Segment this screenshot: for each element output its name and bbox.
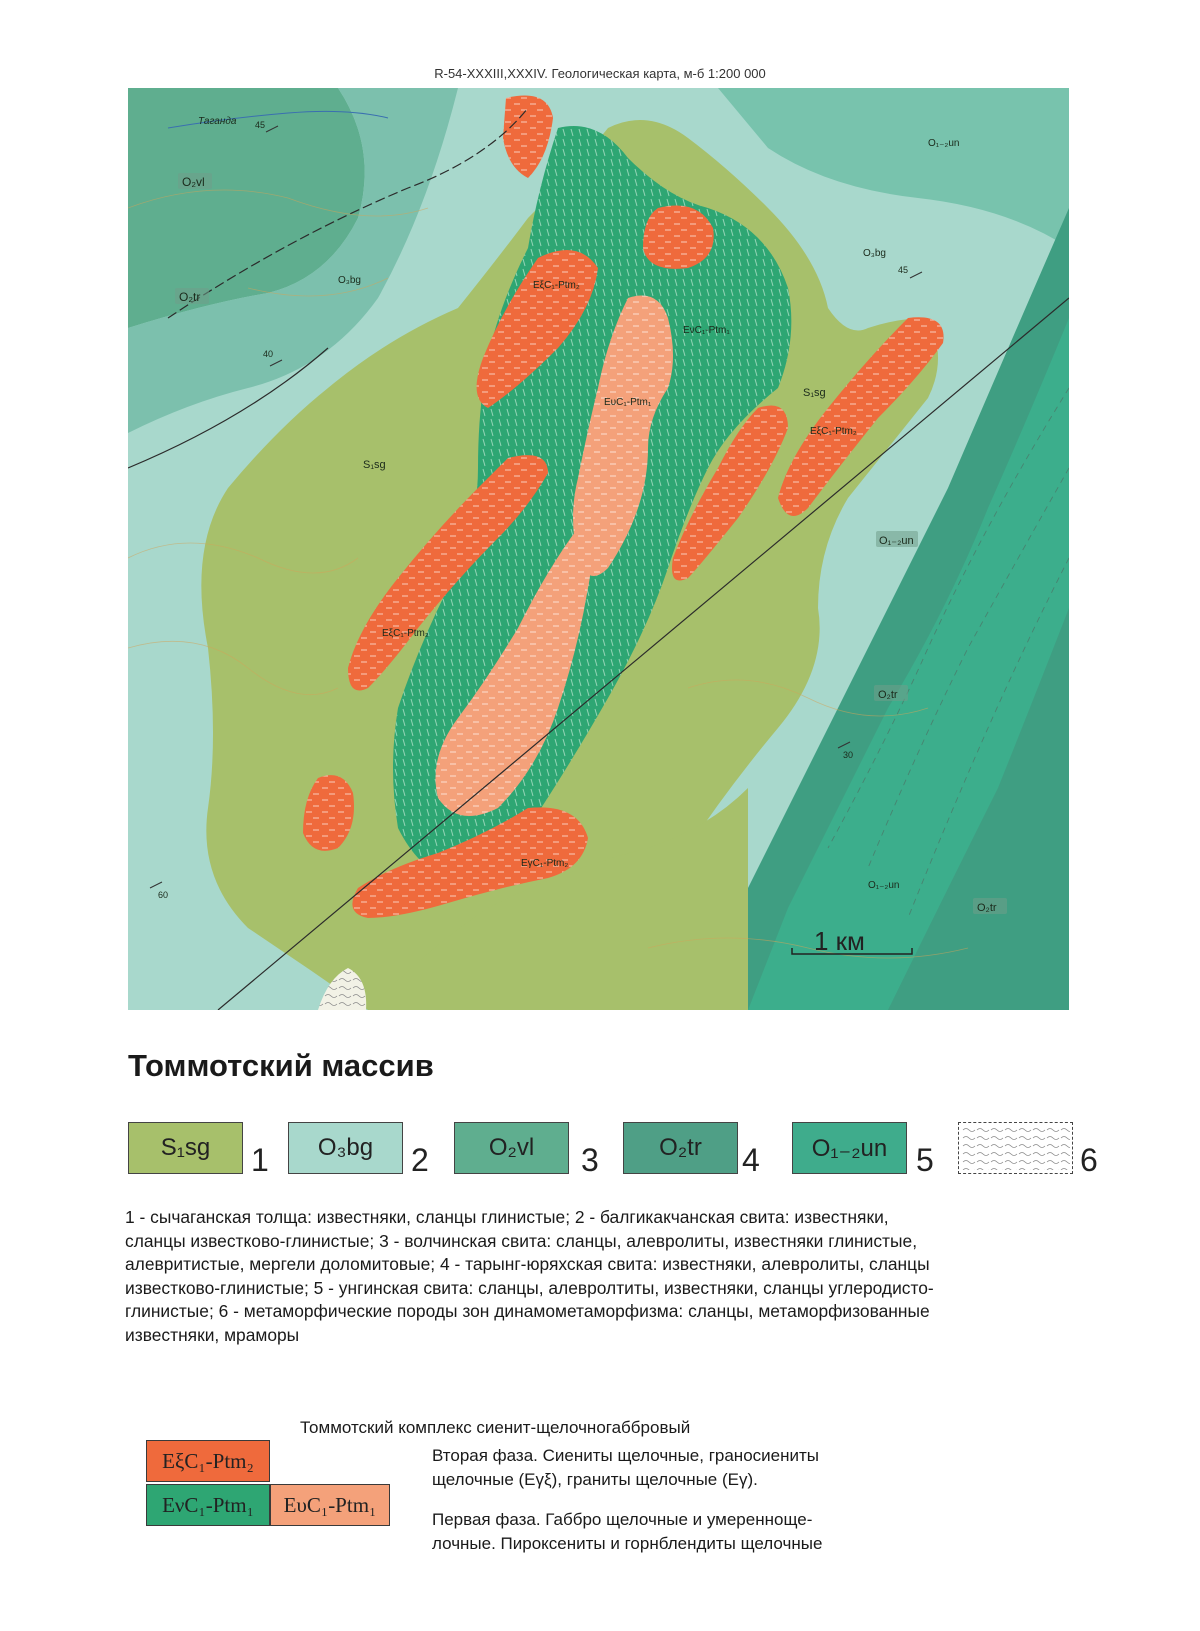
legend-swatch-o2tr: O₂tr (623, 1122, 738, 1174)
legend-description (125, 1206, 1175, 1348)
metamorphic-pattern (962, 1126, 1070, 1170)
phase2-swatch: EξC₁-Ptm₂ (146, 1440, 270, 1482)
unit-label-phase2-n: EξC₁-Ptm₂ (533, 280, 580, 291)
unit-label-o2vl (178, 173, 212, 189)
phase2-description (432, 1444, 819, 1492)
legend-swatch-s1sg: S₁sg (128, 1122, 243, 1174)
unit-label-o12un-se: O₁₋₂un (868, 880, 900, 891)
legend-num-1: 1 (251, 1142, 269, 1178)
phase1-line: лочные. Пироксениты и горнблендиты щелочные (432, 1534, 823, 1553)
scale-bar-label: 1 км (814, 926, 865, 956)
geological-map[interactable] (128, 88, 1069, 1010)
phase2-line: Вторая фаза. Сиениты щелочные, граносиениты (432, 1446, 819, 1465)
unit-label-o12un-ne: O₁₋₂un (928, 138, 960, 149)
legend-num-4: 4 (742, 1142, 760, 1178)
legend-num-6: 6 (1080, 1142, 1098, 1178)
river-label: Таганда (198, 116, 237, 127)
svg-text:O₁₋₂un: O₁₋₂un (879, 535, 914, 547)
legend-line: сланцы известково-глинистые; 3 - волчинская свита: сланцы, алевролиты, известняки глинистые, (125, 1230, 918, 1251)
unit-label-phase2-s: EγC₁-Ptm₂ (521, 858, 569, 869)
legend-swatch-o3bg: O₃bg (288, 1122, 403, 1174)
legend-swatch-o12un: O₁₋₂un (792, 1122, 907, 1174)
phase1-gabbro-swatch: EνC₁-Ptm₁ (146, 1484, 270, 1526)
unit-label-s1sg-e: S₁sg (803, 387, 826, 399)
map-title: Томмотский массив (128, 1048, 434, 1083)
svg-text:O₂vl: O₂vl (182, 175, 205, 189)
legend-swatch-metamorphic (958, 1122, 1073, 1174)
svg-text:O₂tr: O₂tr (878, 689, 898, 701)
dip-45-nw: 45 (255, 120, 266, 130)
legend-num-5: 5 (916, 1142, 934, 1178)
unit-label-phase1-gabbro: EνC₁-Ptm₁ (683, 325, 730, 336)
legend-num-2: 2 (411, 1142, 429, 1178)
legend-swatch-o2vl: O₂vl (454, 1122, 569, 1174)
unit-label-o3bg-w: O₃bg (338, 275, 361, 286)
complex-title: Томмотский комплекс сиенит-щелочногаббровый (300, 1418, 691, 1437)
map-caption: R-54-XXXIII,XXXIV. Геологическая карта, м-б 1:200 000 (434, 66, 766, 81)
svg-text:O₂tr: O₂tr (179, 290, 201, 304)
unit-label-phase2-e: EξC₁-Ptm₂ (810, 426, 857, 437)
legend-line: 1 - сычаганская толща: известняки, сланцы глинистые; 2 - балгикакчанская свита: известняки, (125, 1207, 889, 1227)
phase2-line: щелочные (Eγξ), граниты щелочные (Eγ). (432, 1470, 758, 1489)
dip-60: 60 (158, 890, 169, 900)
dip-45-ne: 45 (898, 265, 909, 275)
unit-label-phase2-w: EξC₁-Ptm₂ (382, 628, 429, 639)
unit-label-o2tr-nw (175, 288, 209, 304)
phase1-line: Первая фаза. Габбро щелочные и умеренноще- (432, 1510, 813, 1529)
unit-label-o2tr-se (973, 898, 1007, 914)
phase1-pyroxenite-swatch: EυC₁-Ptm₁ (270, 1484, 390, 1526)
legend-num-3: 3 (581, 1142, 599, 1178)
unit-label-o3bg-ne: O₃bg (863, 248, 886, 259)
legend-line: известняки, мраморы (125, 1324, 300, 1345)
legend-line: алевритистые, мергели доломитовые; 4 - тарынг-юряхская свита: известняки, алевролиты, сланцы (125, 1254, 930, 1275)
svg-text:O₂tr: O₂tr (977, 902, 997, 914)
unit-label-phase1-pyrox: EυC₁-Ptm₁ (604, 397, 652, 408)
unit-label-o12un-e (876, 531, 918, 547)
dip-30: 30 (843, 750, 854, 760)
legend-line: известково-глинистые; 5 - унгинская свита: сланцы, алевролтиты, известняки, сланцы углеродисто- (125, 1277, 934, 1298)
phase1-description (432, 1508, 822, 1556)
legend-line: глинистые; 6 - метаморфические породы зон динамометаморфизма: сланцы, метаморфизованные (125, 1301, 930, 1322)
phase-legend (146, 1440, 410, 1570)
unit-label-s1sg-w: S₁sg (363, 459, 386, 471)
legend-swatches (128, 1122, 1138, 1192)
dip-40: 40 (263, 349, 274, 359)
unit-label-o2tr-e (874, 685, 908, 701)
